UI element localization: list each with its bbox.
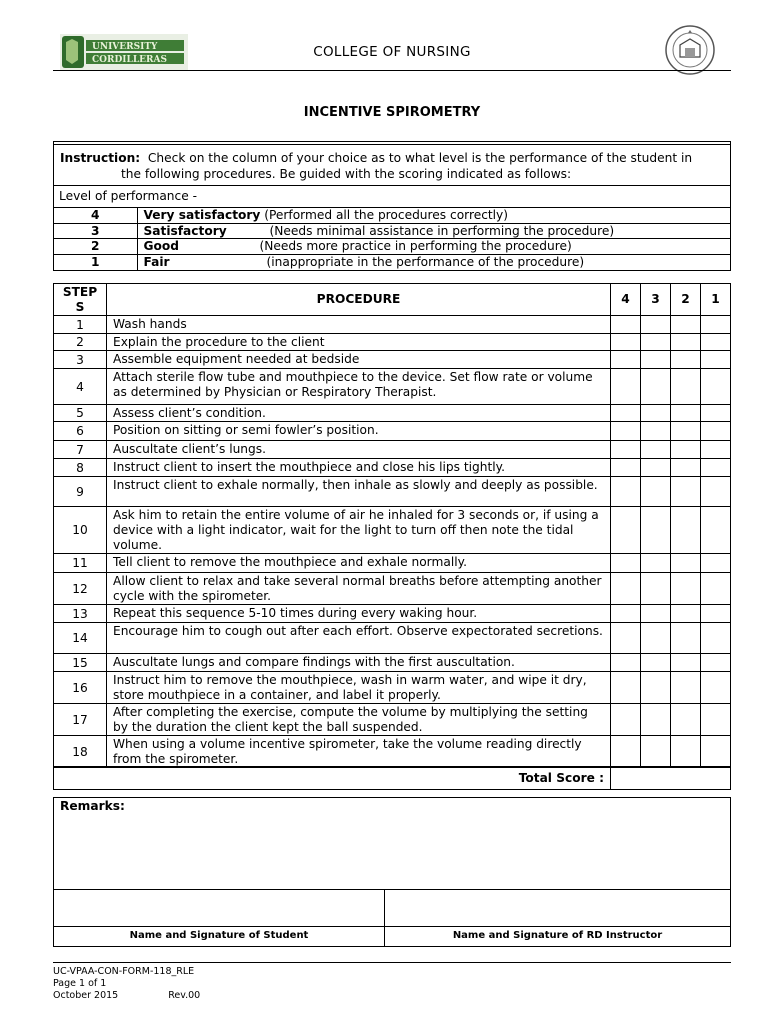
procedure-text: Wash hands	[107, 316, 611, 334]
score-cell-2[interactable]	[671, 477, 701, 507]
procedure-text: When using a volume incentive spirometer, take the volume reading directly from the spirometer.	[107, 736, 611, 768]
instructor-signature-field[interactable]	[385, 890, 730, 926]
scale-number: 2	[54, 239, 137, 255]
table-row	[54, 477, 731, 507]
score-cell-2[interactable]	[671, 422, 701, 441]
score-cell-4[interactable]	[611, 605, 641, 623]
table-row	[54, 441, 731, 459]
total-score-cell[interactable]	[610, 767, 731, 789]
procedure-text: Explain the procedure to the client	[107, 334, 611, 351]
score-cell-1[interactable]	[701, 554, 731, 573]
score-cell-4[interactable]	[611, 704, 641, 736]
remarks-box	[53, 797, 731, 947]
scale-row	[54, 223, 730, 239]
score-cell-4[interactable]	[611, 316, 641, 334]
score-cell-2[interactable]	[671, 507, 701, 554]
score-cell-2[interactable]	[671, 405, 701, 422]
table-row	[54, 554, 731, 573]
score-cell-3[interactable]	[641, 654, 671, 672]
form-date: October 2015	[53, 990, 119, 1001]
score-cell-2[interactable]	[671, 334, 701, 351]
score-cell-1[interactable]	[701, 704, 731, 736]
table-row	[54, 459, 731, 477]
score-cell-1[interactable]	[701, 623, 731, 654]
scale-row	[54, 239, 730, 255]
score-cell-3[interactable]	[641, 459, 671, 477]
score-cell-4[interactable]	[611, 441, 641, 459]
college-name: COLLEGE OF NURSING	[313, 44, 471, 60]
student-signature-label: Name and Signature of Student	[129, 930, 309, 941]
student-signature-field[interactable]	[54, 890, 384, 926]
divider	[54, 185, 730, 186]
step-number: 11	[54, 554, 107, 573]
score-cell-3[interactable]	[641, 334, 671, 351]
score-cell-3[interactable]	[641, 573, 671, 605]
step-number: 15	[54, 654, 107, 672]
procedure-text: Ask him to retain the entire volume of air he inhaled for 3 seconds or, if using a device with a light indicator, wait for the light to turn off then note the tidal volume.	[107, 507, 611, 554]
score-cell-2[interactable]	[671, 623, 701, 654]
score-cell-4[interactable]	[611, 405, 641, 422]
instructor-signature-label: Name and Signature of RD Instructor	[452, 930, 663, 941]
scale-desc: (Performed all the procedures correctly)	[264, 208, 509, 223]
procedure-text: After completing the exercise, compute the volume by multiplying the setting by the duration the client kept the ball suspended.	[107, 704, 611, 736]
step-number: 5	[54, 405, 107, 422]
form-code: UC-VPAA-CON-FORM-118_RLE	[53, 966, 195, 977]
score-cell-1[interactable]	[701, 507, 731, 554]
score-cell-4[interactable]	[611, 554, 641, 573]
procedure-table	[53, 283, 731, 768]
procedure-text: Assess client’s condition.	[107, 405, 611, 422]
procedure-text: Repeat this sequence 5-10 times during every waking hour.	[107, 605, 611, 623]
score-cell-1[interactable]	[701, 405, 731, 422]
column-header-score-1: 1	[701, 284, 731, 316]
step-number: 12	[54, 573, 107, 605]
score-cell-3[interactable]	[641, 316, 671, 334]
score-cell-1[interactable]	[701, 459, 731, 477]
score-cell-4[interactable]	[611, 654, 641, 672]
score-cell-3[interactable]	[641, 441, 671, 459]
score-cell-4[interactable]	[611, 477, 641, 507]
step-number: 13	[54, 605, 107, 623]
table-row	[54, 316, 731, 334]
scale-desc: (Needs minimal assistance in performing the procedure)	[269, 223, 615, 238]
score-cell-3[interactable]	[641, 477, 671, 507]
table-row	[54, 654, 731, 672]
score-cell-3[interactable]	[641, 704, 671, 736]
score-cell-1[interactable]	[701, 334, 731, 351]
score-cell-3[interactable]	[641, 672, 671, 704]
column-header-steps: STEP S	[54, 284, 107, 316]
column-header-score-4: 4	[611, 284, 641, 316]
score-cell-3[interactable]	[641, 554, 671, 573]
score-cell-2[interactable]	[671, 554, 701, 573]
document-title: INCENTIVE SPIROMETRY	[303, 105, 481, 120]
table-row	[54, 334, 731, 351]
score-cell-3[interactable]	[641, 623, 671, 654]
score-cell-4[interactable]	[611, 369, 641, 405]
score-cell-1[interactable]	[701, 573, 731, 605]
scale-name: Satisfactory	[143, 223, 227, 238]
score-cell-1[interactable]	[701, 369, 731, 405]
page-number: Page 1 of 1	[53, 978, 107, 989]
step-number: 17	[54, 704, 107, 736]
scale-name: Fair	[143, 255, 170, 269]
table-row	[54, 405, 731, 422]
column-header-score-3: 3	[641, 284, 671, 316]
table-row	[54, 672, 731, 704]
step-number: 2	[54, 334, 107, 351]
score-cell-3[interactable]	[641, 507, 671, 554]
university-seal	[664, 24, 716, 76]
header-divider	[53, 70, 731, 71]
score-cell-1[interactable]	[701, 351, 731, 369]
score-cell-2[interactable]	[671, 654, 701, 672]
column-header-score-2: 2	[671, 284, 701, 316]
score-cell-4[interactable]	[611, 507, 641, 554]
score-cell-4[interactable]	[611, 573, 641, 605]
svg-text:CORDILLERAS: CORDILLERAS	[92, 55, 167, 65]
scale-row	[54, 254, 730, 270]
score-cell-3[interactable]	[641, 605, 671, 623]
procedure-text: Auscultate client’s lungs.	[107, 441, 611, 459]
procedure-text: Allow client to relax and take several normal breaths before attempting another cycle with the spirometer.	[107, 573, 611, 605]
total-score-label: Total Score :	[518, 771, 604, 785]
score-cell-3[interactable]	[641, 369, 671, 405]
table-row	[54, 369, 731, 405]
scale-desc: (inappropriate in the performance of the procedure)	[266, 255, 585, 269]
table-row	[54, 573, 731, 605]
table-row	[54, 623, 731, 654]
scale-number: 4	[54, 208, 137, 224]
footer	[53, 966, 200, 1002]
score-cell-4[interactable]	[611, 422, 641, 441]
score-cell-2[interactable]	[671, 672, 701, 704]
score-cell-4[interactable]	[611, 672, 641, 704]
score-cell-1[interactable]	[701, 672, 731, 704]
step-number: 7	[54, 441, 107, 459]
score-cell-2[interactable]	[671, 316, 701, 334]
score-cell-1[interactable]	[701, 441, 731, 459]
score-cell-4[interactable]	[611, 351, 641, 369]
score-cell-4[interactable]	[611, 459, 641, 477]
university-logo	[60, 34, 188, 70]
score-cell-3[interactable]	[641, 422, 671, 441]
divider	[54, 926, 730, 927]
performance-scale	[54, 207, 730, 270]
procedure-text: Instruct him to remove the mouthpiece, wash in warm water, and wipe it dry, store mouthpiece in a container, and label it properly.	[107, 672, 611, 704]
step-number: 14	[54, 623, 107, 654]
step-number: 18	[54, 736, 107, 768]
procedure-text: Instruct client to insert the mouthpiece and close his lips tightly.	[107, 459, 611, 477]
column-header-procedure: PROCEDURE	[107, 284, 611, 316]
procedure-text: Assemble equipment needed at bedside	[107, 351, 611, 369]
score-cell-4[interactable]	[611, 623, 641, 654]
scale-row	[54, 208, 730, 224]
score-cell-1[interactable]	[701, 605, 731, 623]
score-cell-2[interactable]	[671, 736, 701, 768]
score-cell-1[interactable]	[701, 654, 731, 672]
level-heading: Level of performance -	[59, 189, 197, 203]
instruction-box	[53, 141, 731, 271]
table-row	[54, 605, 731, 623]
score-cell-4[interactable]	[611, 736, 641, 768]
scale-desc: (Needs more practice in performing the procedure)	[259, 239, 572, 254]
procedure-text: Tell client to remove the mouthpiece and exhale normally.	[107, 554, 611, 573]
score-cell-2[interactable]	[671, 441, 701, 459]
remarks-label: Remarks:	[60, 799, 125, 813]
score-cell-1[interactable]	[701, 422, 731, 441]
score-cell-3[interactable]	[641, 405, 671, 422]
procedure-text: Auscultate lungs and compare findings with the first auscultation.	[107, 654, 611, 672]
score-cell-1[interactable]	[701, 477, 731, 507]
table-row	[54, 422, 731, 441]
instruction-line-1: Check on the column of your choice as to what level is the performance of the student in	[147, 151, 693, 165]
scale-name: Very satisfactory	[143, 208, 261, 223]
score-cell-2[interactable]	[671, 704, 701, 736]
score-cell-4[interactable]	[611, 334, 641, 351]
procedure-text: Attach sterile flow tube and mouthpiece to the device. Set flow rate or volume as determined by Physician or Respiratory Therapist.	[107, 369, 611, 405]
score-cell-2[interactable]	[671, 369, 701, 405]
procedure-text: Instruct client to exhale normally, then inhale as slowly and deeply as possible.	[107, 477, 611, 507]
score-cell-1[interactable]	[701, 316, 731, 334]
step-number: 10	[54, 507, 107, 554]
score-cell-3[interactable]	[641, 736, 671, 768]
table-row	[54, 351, 731, 369]
score-cell-2[interactable]	[671, 573, 701, 605]
scale-name: Good	[143, 239, 179, 254]
scale-number: 3	[54, 223, 137, 239]
instruction-label: Instruction:	[60, 151, 141, 165]
table-row	[54, 507, 731, 554]
instruction-text	[60, 150, 724, 182]
score-cell-3[interactable]	[641, 351, 671, 369]
step-number: 1	[54, 316, 107, 334]
total-score-row	[53, 766, 731, 790]
revision: Rev.00	[168, 990, 201, 1001]
table-row	[54, 704, 731, 736]
score-cell-2[interactable]	[671, 605, 701, 623]
footer-divider	[53, 962, 731, 963]
step-number: 8	[54, 459, 107, 477]
table-header-row	[54, 284, 731, 316]
score-cell-2[interactable]	[671, 351, 701, 369]
step-number: 4	[54, 369, 107, 405]
scale-number: 1	[54, 254, 137, 270]
step-number: 16	[54, 672, 107, 704]
svg-text:UNIVERSITY: UNIVERSITY	[92, 42, 158, 52]
step-number: 3	[54, 351, 107, 369]
procedure-text: Position on sitting or semi fowler’s position.	[107, 422, 611, 441]
step-number: 6	[54, 422, 107, 441]
score-cell-2[interactable]	[671, 459, 701, 477]
step-number: 9	[54, 477, 107, 507]
procedure-text: Encourage him to cough out after each effort. Observe expectorated secretions.	[107, 623, 611, 654]
score-cell-1[interactable]	[701, 736, 731, 768]
table-row	[54, 736, 731, 768]
instruction-line-2: the following procedures. Be guided with the scoring indicated as follows:	[121, 167, 572, 181]
